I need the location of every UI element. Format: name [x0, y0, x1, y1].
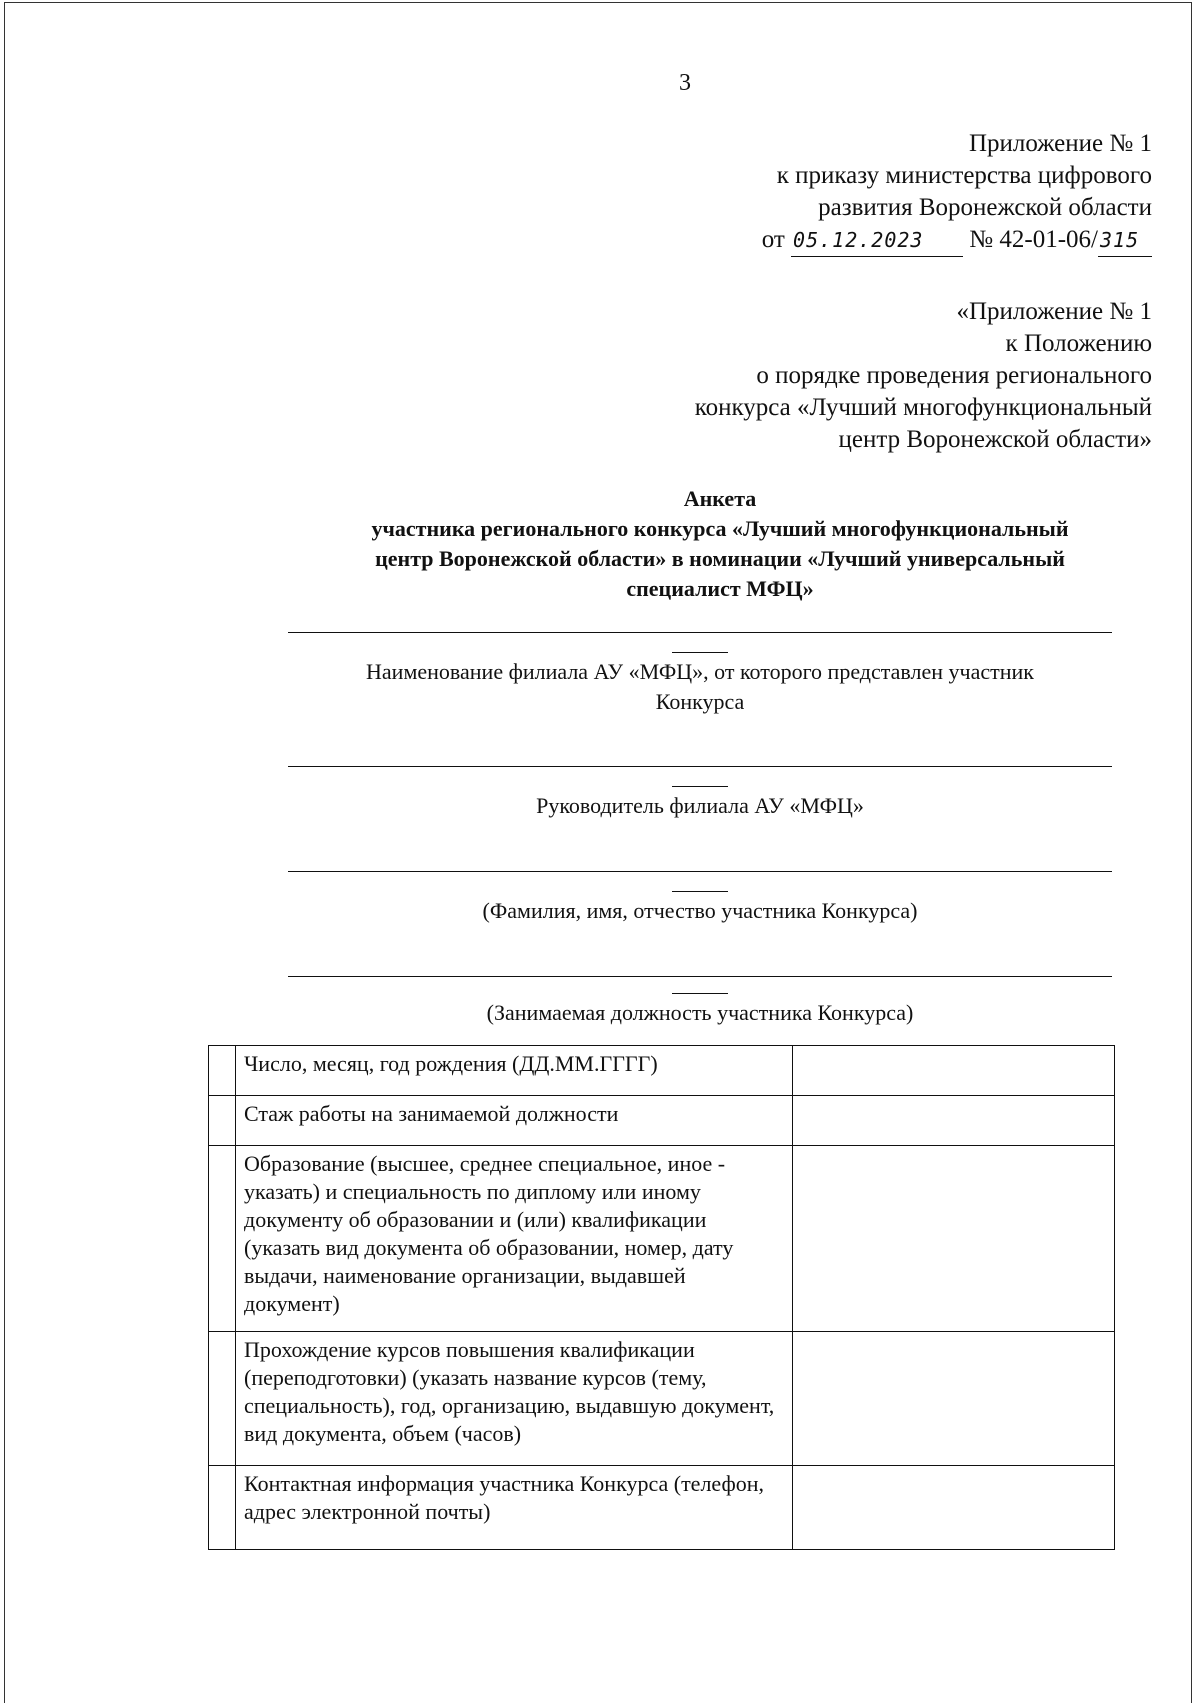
- row-number-cell: [209, 1332, 236, 1466]
- caption-text: (Занимаемая должность участника Конкурса): [486, 1000, 914, 1025]
- row-number-cell: [209, 1146, 236, 1332]
- row-label-cell: Контактная информация участника Конкурса (телефон, адрес электронной почты): [236, 1466, 793, 1550]
- row-value-cell[interactable]: [793, 1046, 1115, 1096]
- row-number-cell: [209, 1046, 236, 1096]
- regulation-header-line: о порядке проведения регионального: [756, 362, 1152, 389]
- row-number-cell: [209, 1466, 236, 1550]
- regulation-header-line: центр Воронежской области»: [838, 426, 1152, 453]
- row-label-cell: Образование (высшее, среднее специальное, иное - указать) и специальность по диплому или иному документу об образовании и (или) квалификации (указать вид документа об образовании, номер, дату выдачи, наименование организации, выдавшей документ): [236, 1146, 793, 1332]
- caption-text: Руководитель филиала АУ «МФЦ»: [536, 793, 864, 818]
- row-value-cell[interactable]: [793, 1096, 1115, 1146]
- order-number-field: 315: [1098, 224, 1152, 257]
- date-prefix: от: [761, 226, 785, 253]
- appendix-header-line: развития Воронежской области: [818, 194, 1152, 221]
- branch-name-field-line[interactable]: [288, 632, 1112, 633]
- appendix-header-line: к приказу министерства цифрового: [776, 162, 1152, 189]
- participant-position-caption: [288, 993, 1112, 1028]
- row-label-cell: Прохождение курсов повышения квалификации (переподготовки) (указать название курсов (тему, специальность), год, организацию, выдавшую документ, вид документа, объем (часов): [236, 1332, 793, 1466]
- participant-name-field-line[interactable]: [288, 871, 1112, 872]
- caption-mark: [672, 891, 728, 892]
- caption-mark: [672, 652, 728, 653]
- table-row: [209, 1146, 1115, 1332]
- appendix-header: [552, 128, 1152, 257]
- order-date-field: 05.12.2023: [791, 224, 963, 257]
- form-title-line: участника регионального конкурса «Лучший многофункциональный: [371, 516, 1069, 541]
- page-number: 3: [679, 70, 691, 96]
- regulation-header: [552, 296, 1152, 456]
- row-value-cell[interactable]: [793, 1332, 1115, 1466]
- page-border-top: [4, 2, 1192, 3]
- page-border-left: [4, 2, 5, 1703]
- branch-head-field-line[interactable]: [288, 766, 1112, 767]
- row-value-cell[interactable]: [793, 1466, 1115, 1550]
- caption-mark: [672, 993, 728, 994]
- form-title-line: центр Воронежской области» в номинации «Лучший универсальный: [375, 546, 1065, 571]
- regulation-header-line: к Положению: [1005, 330, 1152, 357]
- regulation-header-line: «Приложение № 1: [956, 298, 1152, 325]
- appendix-header-line: Приложение № 1: [968, 130, 1152, 157]
- table-row: [209, 1332, 1115, 1466]
- number-prefix: № 42-01-06/: [969, 226, 1098, 253]
- table-row: [209, 1046, 1115, 1096]
- branch-head-caption: [288, 786, 1112, 821]
- form-title: [290, 484, 1150, 604]
- row-number-cell: [209, 1096, 236, 1146]
- branch-name-caption: [288, 652, 1112, 717]
- caption-text: Конкурса: [655, 689, 745, 714]
- row-label-cell: Стаж работы на занимаемой должности: [236, 1096, 793, 1146]
- participant-info-table: [208, 1045, 1115, 1550]
- caption-text: (Фамилия, имя, отчество участника Конкурса): [482, 898, 918, 923]
- row-label-cell: Число, месяц, год рождения (ДД.ММ.ГГГГ): [236, 1046, 793, 1096]
- participant-position-field-line[interactable]: [288, 976, 1112, 977]
- participant-name-caption: [288, 891, 1112, 926]
- form-title-line: Анкета: [683, 486, 757, 511]
- form-title-line: специалист МФЦ»: [626, 576, 814, 601]
- table-row: [209, 1466, 1115, 1550]
- page-border-right: [1191, 2, 1192, 1703]
- row-value-cell[interactable]: [793, 1146, 1115, 1332]
- regulation-header-line: конкурса «Лучший многофункциональный: [694, 394, 1152, 421]
- caption-text: Наименование филиала АУ «МФЦ», от которого представлен участник: [366, 659, 1034, 684]
- order-date-number-line: [552, 224, 1152, 257]
- caption-mark: [672, 786, 728, 787]
- table-row: [209, 1096, 1115, 1146]
